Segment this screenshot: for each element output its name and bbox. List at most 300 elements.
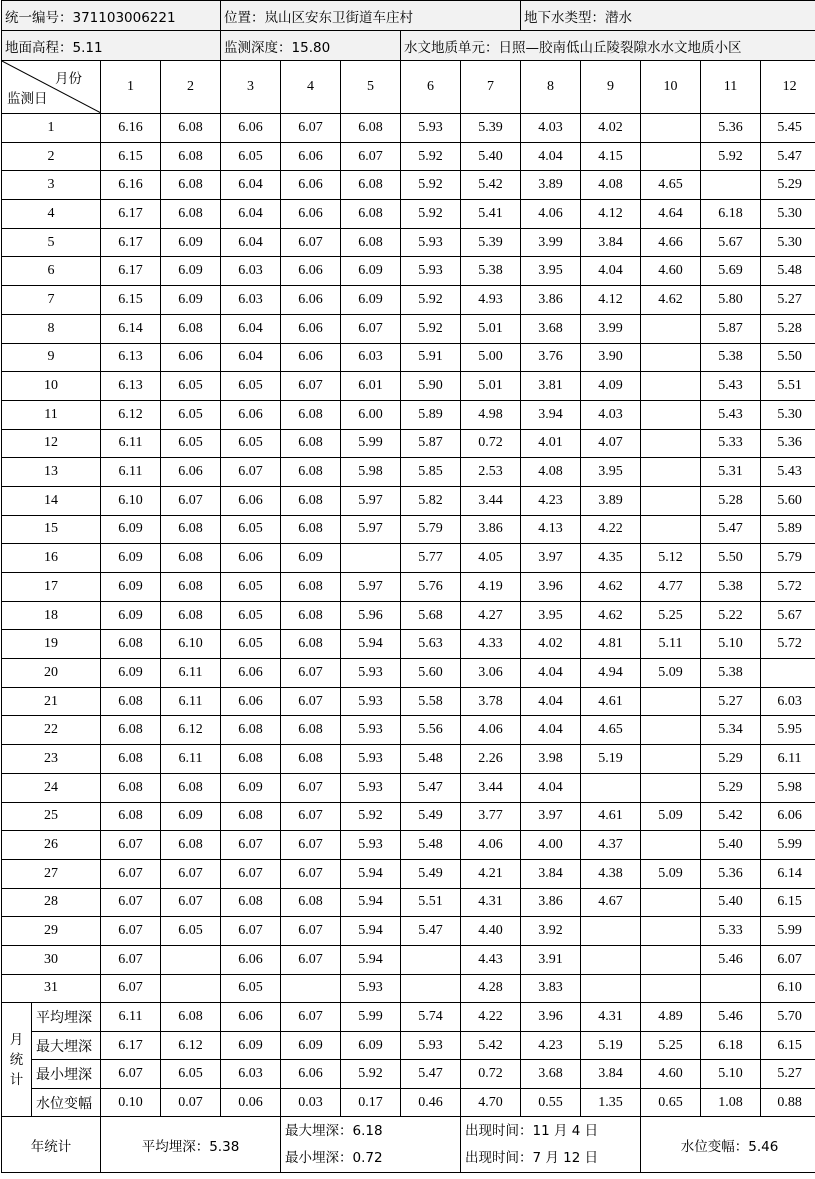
depth-cell: 6.06 <box>761 802 815 831</box>
depth-cell: 6.08 <box>281 630 341 659</box>
depth-cell: 4.06 <box>521 200 581 229</box>
table-row <box>2 228 815 257</box>
depth-cell: 5.93 <box>341 745 401 774</box>
depth-cell <box>641 429 701 458</box>
depth-cell: 5.99 <box>761 917 815 946</box>
depth-cell: 5.39 <box>461 114 521 143</box>
depth-cell: 6.17 <box>101 228 161 257</box>
depth-cell: 5.77 <box>401 544 461 573</box>
depth-cell: 6.06 <box>221 687 281 716</box>
depth-cell: 4.08 <box>581 171 641 200</box>
depth-cell: 3.89 <box>521 171 581 200</box>
depth-cell: 6.09 <box>161 257 221 286</box>
depth-cell: 6.06 <box>161 458 221 487</box>
depth-cell: 4.03 <box>581 400 641 429</box>
depth-cell: 4.01 <box>521 429 581 458</box>
month-header: 8 <box>521 61 581 114</box>
table-row <box>2 945 815 974</box>
table-row <box>2 458 815 487</box>
depth-cell: 6.06 <box>221 945 281 974</box>
depth-cell: 4.02 <box>581 114 641 143</box>
depth-cell: 6.07 <box>101 974 161 1003</box>
depth-cell: 6.10 <box>161 630 221 659</box>
table-row <box>2 630 815 659</box>
day-cell: 10 <box>2 372 101 401</box>
depth-cell: 4.35 <box>581 544 641 573</box>
depth-cell: 5.27 <box>761 286 815 315</box>
depth-cell: 4.15 <box>581 142 641 171</box>
depth-cell: 5.45 <box>761 114 815 143</box>
depth-cell: 5.40 <box>701 888 761 917</box>
depth-cell: 5.96 <box>341 601 401 630</box>
day-cell: 31 <box>2 974 101 1003</box>
depth-cell: 3.91 <box>521 945 581 974</box>
depth-cell: 3.86 <box>461 515 521 544</box>
depth-cell: 6.04 <box>221 314 281 343</box>
depth-cell <box>641 515 701 544</box>
yearly-range: 水位变幅：5.46 <box>641 1117 815 1173</box>
depth-cell: 5.38 <box>461 257 521 286</box>
day-cell: 12 <box>2 429 101 458</box>
day-cell: 30 <box>2 945 101 974</box>
depth-cell: 5.93 <box>341 773 401 802</box>
depth-cell: 3.94 <box>521 400 581 429</box>
stat-cell: 0.46 <box>401 1088 461 1117</box>
depth-cell: 6.05 <box>161 429 221 458</box>
depth-cell: 3.86 <box>521 286 581 315</box>
depth-cell: 4.93 <box>461 286 521 315</box>
depth-cell: 5.94 <box>341 630 401 659</box>
depth-cell: 5.79 <box>401 515 461 544</box>
depth-cell <box>641 917 701 946</box>
stat-cell: 0.10 <box>101 1088 161 1117</box>
depth-cell: 3.83 <box>521 974 581 1003</box>
yearly-avg: 平均埋深：5.38 <box>101 1117 281 1173</box>
stat-cell: 0.55 <box>521 1088 581 1117</box>
depth-cell: 6.08 <box>281 515 341 544</box>
depth-cell: 6.08 <box>221 716 281 745</box>
table-row <box>2 659 815 688</box>
yearly-min: 最小埋深：0.72 <box>285 1149 383 1166</box>
depth-cell: 6.06 <box>221 400 281 429</box>
stat-cell: 1.08 <box>701 1088 761 1117</box>
monitor-depth: 监测深度：15.80 <box>221 31 401 61</box>
depth-cell: 5.99 <box>341 429 401 458</box>
depth-cell: 6.13 <box>101 343 161 372</box>
depth-cell: 6.07 <box>281 859 341 888</box>
stat-row <box>2 1031 815 1060</box>
depth-cell: 4.08 <box>521 458 581 487</box>
day-cell: 26 <box>2 831 101 860</box>
stat-cell: 6.09 <box>221 1031 281 1060</box>
depth-cell: 3.96 <box>521 573 581 602</box>
depth-cell <box>641 945 701 974</box>
depth-cell: 5.49 <box>401 859 461 888</box>
day-cell: 3 <box>2 171 101 200</box>
stat-cell: 6.03 <box>221 1060 281 1089</box>
depth-cell: 4.04 <box>521 659 581 688</box>
depth-cell: 4.07 <box>581 429 641 458</box>
depth-cell: 5.93 <box>401 257 461 286</box>
depth-cell: 5.60 <box>761 486 815 515</box>
depth-cell: 6.09 <box>101 659 161 688</box>
depth-cell: 5.97 <box>341 573 401 602</box>
depth-cell: 6.08 <box>281 486 341 515</box>
depth-cell <box>761 659 815 688</box>
depth-cell <box>641 114 701 143</box>
depth-cell: 6.11 <box>761 745 815 774</box>
stat-cell: 4.60 <box>641 1060 701 1089</box>
depth-cell: 5.47 <box>401 773 461 802</box>
depth-cell: 3.99 <box>521 228 581 257</box>
depth-cell: 5.47 <box>401 917 461 946</box>
depth-cell <box>401 974 461 1003</box>
depth-cell: 2.26 <box>461 745 521 774</box>
depth-cell: 4.21 <box>461 859 521 888</box>
depth-cell: 5.36 <box>701 114 761 143</box>
depth-cell: 3.84 <box>521 859 581 888</box>
depth-cell <box>161 945 221 974</box>
depth-cell: 5.50 <box>701 544 761 573</box>
stat-cell: 4.22 <box>461 1003 521 1032</box>
stat-cell: 5.92 <box>341 1060 401 1089</box>
depth-cell: 5.92 <box>401 142 461 171</box>
stat-cell: 6.17 <box>101 1031 161 1060</box>
depth-cell: 5.95 <box>761 716 815 745</box>
hydro-unit: 水文地质单元：日照—胶南低山丘陵裂隙水水文地质小区 <box>401 31 815 61</box>
depth-cell: 5.92 <box>341 802 401 831</box>
depth-cell: 5.38 <box>701 343 761 372</box>
depth-cell: 6.05 <box>221 974 281 1003</box>
depth-cell: 6.07 <box>281 773 341 802</box>
depth-cell: 5.41 <box>461 200 521 229</box>
depth-cell: 6.15 <box>101 142 161 171</box>
depth-cell: 6.07 <box>221 831 281 860</box>
depth-cell: 6.08 <box>161 573 221 602</box>
depth-cell: 6.07 <box>281 228 341 257</box>
depth-cell: 5.11 <box>641 630 701 659</box>
depth-cell: 6.08 <box>161 544 221 573</box>
depth-cell <box>401 945 461 974</box>
depth-cell: 6.09 <box>101 601 161 630</box>
depth-cell: 5.92 <box>401 314 461 343</box>
stat-cell: 5.70 <box>761 1003 815 1032</box>
water-type: 地下水类型：潜水 <box>521 1 815 31</box>
ground-elevation: 地面高程：5.11 <box>2 31 221 61</box>
depth-cell: 5.79 <box>761 544 815 573</box>
table-row <box>2 515 815 544</box>
depth-cell: 5.31 <box>701 458 761 487</box>
depth-cell: 6.11 <box>101 458 161 487</box>
depth-cell: 4.05 <box>461 544 521 573</box>
stat-cell: 4.70 <box>461 1088 521 1117</box>
depth-cell <box>341 544 401 573</box>
depth-cell: 5.68 <box>401 601 461 630</box>
depth-cell: 6.06 <box>161 343 221 372</box>
depth-cell: 6.10 <box>761 974 815 1003</box>
depth-cell: 6.10 <box>101 486 161 515</box>
depth-cell: 5.19 <box>581 745 641 774</box>
depth-cell: 4.06 <box>461 716 521 745</box>
stat-cell: 5.47 <box>401 1060 461 1089</box>
depth-cell: 5.25 <box>641 601 701 630</box>
depth-cell: 4.98 <box>461 400 521 429</box>
depth-cell: 3.81 <box>521 372 581 401</box>
depth-cell: 6.07 <box>161 486 221 515</box>
depth-cell: 3.97 <box>521 802 581 831</box>
depth-cell: 5.92 <box>401 200 461 229</box>
depth-cell: 5.92 <box>401 286 461 315</box>
depth-cell: 6.06 <box>221 544 281 573</box>
day-cell: 1 <box>2 114 101 143</box>
depth-cell: 6.08 <box>341 171 401 200</box>
depth-cell: 5.82 <box>401 486 461 515</box>
month-header: 2 <box>161 61 221 114</box>
depth-cell: 5.27 <box>701 687 761 716</box>
depth-cell: 4.65 <box>581 716 641 745</box>
depth-cell: 6.05 <box>221 142 281 171</box>
depth-cell: 5.29 <box>701 773 761 802</box>
depth-cell: 5.89 <box>401 400 461 429</box>
stat-cell: 0.65 <box>641 1088 701 1117</box>
day-cell: 23 <box>2 745 101 774</box>
daily-data <box>2 114 815 1003</box>
stat-cell: 6.06 <box>281 1060 341 1089</box>
monthly-stats-char: 统 <box>9 1051 24 1067</box>
depth-cell: 6.06 <box>221 659 281 688</box>
depth-cell: 3.90 <box>581 343 641 372</box>
depth-cell <box>641 400 701 429</box>
day-cell: 27 <box>2 859 101 888</box>
depth-cell: 6.08 <box>101 716 161 745</box>
depth-cell: 6.08 <box>281 716 341 745</box>
depth-cell: 5.43 <box>761 458 815 487</box>
depth-cell: 5.48 <box>401 745 461 774</box>
stat-cell: 0.06 <box>221 1088 281 1117</box>
depth-cell: 5.87 <box>701 314 761 343</box>
depth-cell: 3.78 <box>461 687 521 716</box>
depth-cell <box>701 974 761 1003</box>
depth-cell <box>281 974 341 1003</box>
table-row <box>2 400 815 429</box>
depth-cell: 6.08 <box>341 114 401 143</box>
depth-cell <box>641 372 701 401</box>
month-header: 5 <box>341 61 401 114</box>
depth-cell: 6.05 <box>221 515 281 544</box>
depth-cell <box>641 314 701 343</box>
depth-cell: 6.07 <box>101 945 161 974</box>
header-row-2 <box>2 31 815 61</box>
table-row <box>2 601 815 630</box>
depth-cell: 5.99 <box>761 831 815 860</box>
depth-cell: 6.18 <box>701 200 761 229</box>
depth-cell: 4.19 <box>461 573 521 602</box>
day-cell: 21 <box>2 687 101 716</box>
depth-cell: 6.06 <box>221 114 281 143</box>
depth-cell: 6.08 <box>281 573 341 602</box>
stat-cell: 6.11 <box>101 1003 161 1032</box>
depth-cell: 5.48 <box>761 257 815 286</box>
table-row <box>2 687 815 716</box>
depth-cell: 4.81 <box>581 630 641 659</box>
yearly-times <box>461 1117 641 1173</box>
depth-cell: 6.07 <box>101 831 161 860</box>
depth-cell <box>581 945 641 974</box>
day-cell: 6 <box>2 257 101 286</box>
depth-cell: 6.04 <box>221 200 281 229</box>
depth-cell: 4.06 <box>461 831 521 860</box>
day-cell: 25 <box>2 802 101 831</box>
depth-cell: 4.60 <box>641 257 701 286</box>
depth-cell: 3.68 <box>521 314 581 343</box>
table-row <box>2 114 815 143</box>
depth-cell: 6.07 <box>341 314 401 343</box>
depth-cell <box>641 888 701 917</box>
depth-cell: 4.43 <box>461 945 521 974</box>
depth-cell: 6.08 <box>161 314 221 343</box>
depth-cell: 6.09 <box>101 573 161 602</box>
depth-cell: 6.09 <box>341 257 401 286</box>
day-cell: 17 <box>2 573 101 602</box>
depth-cell: 6.05 <box>221 630 281 659</box>
depth-cell: 6.07 <box>281 687 341 716</box>
monthly-stats <box>2 1003 815 1117</box>
depth-cell: 4.13 <box>521 515 581 544</box>
stat-cell: 3.84 <box>581 1060 641 1089</box>
stat-cell: 6.07 <box>101 1060 161 1089</box>
stat-cell: 3.68 <box>521 1060 581 1089</box>
day-cell: 28 <box>2 888 101 917</box>
yearly-min-time: 出现时间：7 月 12 日 <box>465 1149 599 1166</box>
depth-cell: 5.33 <box>701 917 761 946</box>
depth-cell: 6.08 <box>101 802 161 831</box>
depth-cell: 5.97 <box>341 486 401 515</box>
depth-cell: 4.04 <box>521 773 581 802</box>
depth-cell: 4.12 <box>581 286 641 315</box>
depth-cell: 5.46 <box>701 945 761 974</box>
depth-cell: 5.60 <box>401 659 461 688</box>
depth-cell: 5.51 <box>761 372 815 401</box>
depth-cell <box>641 745 701 774</box>
depth-cell: 5.76 <box>401 573 461 602</box>
table-row <box>2 974 815 1003</box>
depth-cell: 6.08 <box>281 429 341 458</box>
depth-cell: 6.04 <box>221 228 281 257</box>
depth-cell: 6.05 <box>161 372 221 401</box>
depth-cell: 6.08 <box>281 458 341 487</box>
depth-cell: 4.67 <box>581 888 641 917</box>
depth-cell: 5.56 <box>401 716 461 745</box>
depth-cell: 6.08 <box>161 515 221 544</box>
depth-cell <box>161 974 221 1003</box>
depth-cell: 3.97 <box>521 544 581 573</box>
month-header: 10 <box>641 61 701 114</box>
depth-cell: 4.02 <box>521 630 581 659</box>
depth-cell: 3.92 <box>521 917 581 946</box>
depth-cell: 4.00 <box>521 831 581 860</box>
month-header-row <box>2 61 815 114</box>
depth-cell: 5.43 <box>701 372 761 401</box>
depth-cell: 6.05 <box>161 917 221 946</box>
depth-cell: 5.10 <box>701 630 761 659</box>
stat-cell: 6.18 <box>701 1031 761 1060</box>
depth-cell: 6.08 <box>101 745 161 774</box>
stat-cell: 4.89 <box>641 1003 701 1032</box>
depth-cell: 6.03 <box>221 286 281 315</box>
day-cell: 20 <box>2 659 101 688</box>
depth-cell: 3.98 <box>521 745 581 774</box>
depth-cell: 6.08 <box>281 745 341 774</box>
depth-cell: 4.04 <box>521 687 581 716</box>
depth-cell: 5.28 <box>701 486 761 515</box>
depth-cell: 6.09 <box>101 544 161 573</box>
depth-cell <box>641 687 701 716</box>
depth-cell: 5.28 <box>761 314 815 343</box>
depth-cell: 5.94 <box>341 888 401 917</box>
depth-cell: 5.67 <box>761 601 815 630</box>
stat-row <box>2 1003 815 1032</box>
depth-cell: 5.30 <box>761 400 815 429</box>
depth-cell: 5.50 <box>761 343 815 372</box>
depth-cell: 4.40 <box>461 917 521 946</box>
depth-cell <box>641 831 701 860</box>
depth-cell: 6.08 <box>221 745 281 774</box>
month-header: 9 <box>581 61 641 114</box>
depth-cell: 6.04 <box>221 343 281 372</box>
depth-cell: 6.07 <box>221 917 281 946</box>
depth-cell: 5.80 <box>701 286 761 315</box>
depth-cell: 4.62 <box>641 286 701 315</box>
table-row <box>2 573 815 602</box>
stat-cell: 0.17 <box>341 1088 401 1117</box>
stat-cell: 0.03 <box>281 1088 341 1117</box>
depth-cell <box>641 458 701 487</box>
depth-cell: 6.08 <box>221 802 281 831</box>
depth-cell: 6.06 <box>221 486 281 515</box>
monthly-stats-char: 月 <box>9 1031 24 1047</box>
stat-cell: 0.88 <box>761 1088 815 1117</box>
depth-cell: 4.28 <box>461 974 521 1003</box>
stat-label: 平均埋深 <box>32 1003 101 1032</box>
depth-cell: 5.33 <box>701 429 761 458</box>
depth-cell: 6.06 <box>281 200 341 229</box>
depth-cell: 6.03 <box>761 687 815 716</box>
day-cell: 9 <box>2 343 101 372</box>
depth-cell: 6.07 <box>281 659 341 688</box>
depth-cell: 6.05 <box>221 429 281 458</box>
depth-cell: 6.06 <box>281 314 341 343</box>
depth-cell: 5.87 <box>401 429 461 458</box>
depth-cell: 6.08 <box>161 171 221 200</box>
table-row <box>2 314 815 343</box>
depth-cell: 5.72 <box>761 573 815 602</box>
depth-cell: 6.08 <box>161 773 221 802</box>
depth-cell: 5.94 <box>341 945 401 974</box>
depth-cell: 6.09 <box>341 286 401 315</box>
depth-cell: 6.16 <box>101 114 161 143</box>
depth-cell: 5.40 <box>701 831 761 860</box>
day-cell: 5 <box>2 228 101 257</box>
depth-cell: 5.01 <box>461 314 521 343</box>
table-row <box>2 142 815 171</box>
yearly-stats <box>2 1117 815 1173</box>
table-row <box>2 745 815 774</box>
depth-cell <box>641 486 701 515</box>
depth-cell: 5.89 <box>761 515 815 544</box>
month-header: 3 <box>221 61 281 114</box>
depth-cell: 3.86 <box>521 888 581 917</box>
yearly-row <box>2 1117 815 1173</box>
